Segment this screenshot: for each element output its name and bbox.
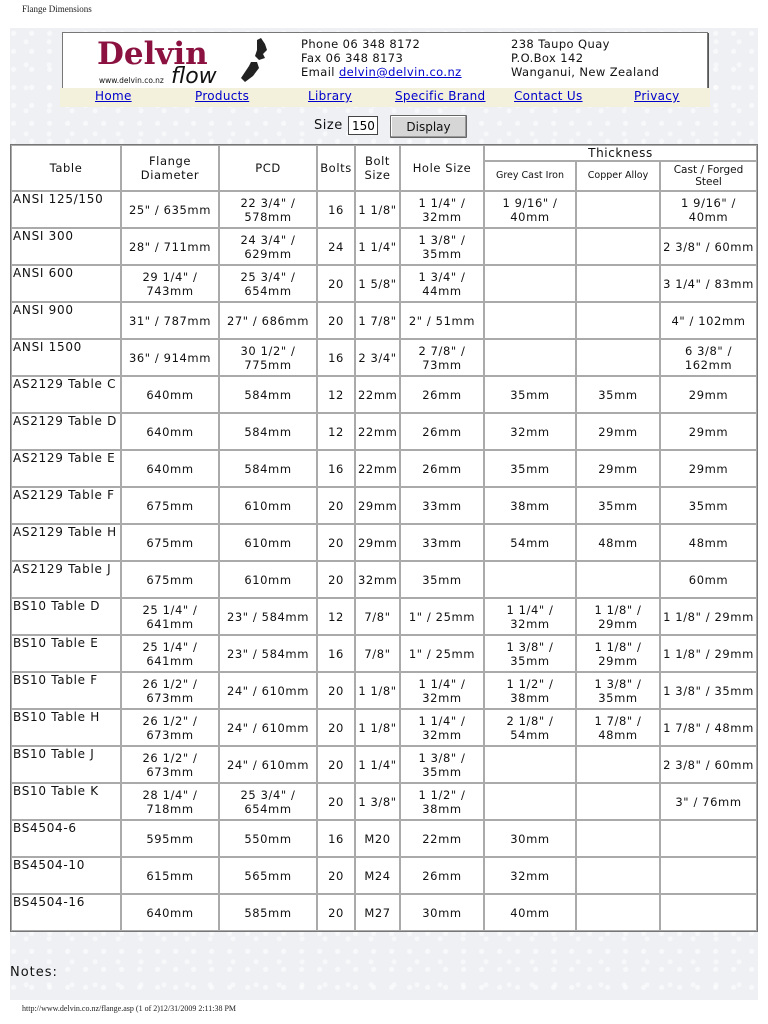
- cell-hole-size: 1 1/4" / 32mm: [400, 672, 484, 709]
- cell-bolt-size: 1 1/8": [355, 709, 400, 746]
- cell-flange-diameter: 595mm: [121, 820, 219, 857]
- cell-bolts: 24: [317, 228, 355, 265]
- table-row: [11, 598, 757, 635]
- cell-pcd: 24" / 610mm: [219, 709, 317, 746]
- cell-copper-alloy: [576, 265, 660, 302]
- table-row: [11, 561, 757, 598]
- cell-bolts: 12: [317, 598, 355, 635]
- cell-grey-cast-iron: [484, 228, 576, 265]
- print-header-title: Flange Dimensions: [22, 4, 92, 14]
- cell-table-name: AS2129 Table F: [11, 487, 121, 524]
- cell-cast-forged-steel: 2 3/8" / 60mm: [660, 746, 757, 783]
- table-row: [11, 746, 757, 783]
- cell-flange-diameter: 36" / 914mm: [121, 339, 219, 376]
- cell-table-name: AS2129 Table C: [11, 376, 121, 413]
- cell-copper-alloy: 1 1/8" / 29mm: [576, 598, 660, 635]
- cell-bolts: 20: [317, 857, 355, 894]
- table-row: [11, 376, 757, 413]
- cell-hole-size: 26mm: [400, 376, 484, 413]
- cell-bolts: 20: [317, 265, 355, 302]
- cell-table-name: AS2129 Table E: [11, 450, 121, 487]
- cell-hole-size: 2" / 51mm: [400, 302, 484, 339]
- cell-cast-forged-steel: [660, 820, 757, 857]
- cell-hole-size: 22mm: [400, 820, 484, 857]
- address-line-3: Wanganui, New Zealand: [511, 65, 660, 79]
- cell-pcd: 565mm: [219, 857, 317, 894]
- cell-hole-size: 1 1/2" / 38mm: [400, 783, 484, 820]
- cell-pcd: 610mm: [219, 561, 317, 598]
- cell-bolts: 12: [317, 413, 355, 450]
- cell-bolts: 20: [317, 709, 355, 746]
- cell-copper-alloy: 1 3/8" / 35mm: [576, 672, 660, 709]
- logo-url-text: www.delvin.co.nz: [99, 76, 164, 85]
- main-nav: [60, 88, 710, 107]
- cell-cast-forged-steel: [660, 857, 757, 894]
- cell-flange-diameter: 615mm: [121, 857, 219, 894]
- cell-bolt-size: 1 1/8": [355, 672, 400, 709]
- cell-table-name: BS10 Table D: [11, 598, 121, 635]
- cell-copper-alloy: [576, 894, 660, 931]
- cell-table-name: BS4504-6: [11, 820, 121, 857]
- cell-cast-forged-steel: [660, 894, 757, 931]
- cell-copper-alloy: 1 1/8" / 29mm: [576, 635, 660, 672]
- cell-grey-cast-iron: 1 3/8" / 35mm: [484, 635, 576, 672]
- cell-table-name: BS4504-16: [11, 894, 121, 931]
- cell-flange-diameter: 31" / 787mm: [121, 302, 219, 339]
- cell-bolt-size: 32mm: [355, 561, 400, 598]
- cell-bolt-size: 1 1/4": [355, 228, 400, 265]
- fax-number: Fax 06 348 8173: [301, 51, 404, 65]
- cell-copper-alloy: [576, 228, 660, 265]
- cell-pcd: 550mm: [219, 820, 317, 857]
- cell-pcd: 25 3/4" / 654mm: [219, 783, 317, 820]
- cell-flange-diameter: 640mm: [121, 894, 219, 931]
- cell-flange-diameter: 29 1/4" / 743mm: [121, 265, 219, 302]
- cell-copper-alloy: [576, 820, 660, 857]
- cell-bolts: 20: [317, 302, 355, 339]
- phone-number: Phone 06 348 8172: [301, 37, 421, 51]
- cell-table-name: ANSI 600: [11, 265, 121, 302]
- print-footer-url: http://www.delvin.co.nz/flange.asp (1 of 2)12/31/2009 2:11:38 PM: [22, 1004, 237, 1013]
- cell-cast-forged-steel: 2 3/8" / 60mm: [660, 228, 757, 265]
- nav-privacy[interactable]: Privacy: [634, 89, 680, 103]
- cell-pcd: 24" / 610mm: [219, 672, 317, 709]
- cell-cast-forged-steel: 29mm: [660, 376, 757, 413]
- cell-grey-cast-iron: 1 1/2" / 38mm: [484, 672, 576, 709]
- table-row: [11, 672, 757, 709]
- cell-pcd: 23" / 584mm: [219, 598, 317, 635]
- cell-hole-size: 30mm: [400, 894, 484, 931]
- nav-home[interactable]: Home: [95, 89, 132, 103]
- cell-bolts: 20: [317, 487, 355, 524]
- cell-flange-diameter: 675mm: [121, 561, 219, 598]
- cell-table-name: BS10 Table E: [11, 635, 121, 672]
- nav-products[interactable]: Products: [195, 89, 250, 103]
- table-row: [11, 820, 757, 857]
- header-cast-forged-steel: Cast / Forged Steel: [660, 161, 757, 191]
- new-zealand-map-icon: [241, 38, 267, 82]
- cell-pcd: 23" / 584mm: [219, 635, 317, 672]
- cell-grey-cast-iron: [484, 561, 576, 598]
- table-row: [11, 191, 757, 228]
- contact-info: [301, 37, 462, 79]
- cell-flange-diameter: 640mm: [121, 413, 219, 450]
- header-pcd: PCD: [219, 145, 317, 191]
- cell-bolt-size: 22mm: [355, 413, 400, 450]
- cell-cast-forged-steel: 48mm: [660, 524, 757, 561]
- cell-grey-cast-iron: 1 9/16" / 40mm: [484, 191, 576, 228]
- cell-hole-size: 1" / 25mm: [400, 635, 484, 672]
- cell-grey-cast-iron: 32mm: [484, 413, 576, 450]
- logo-wordmark: Delvin: [97, 36, 208, 72]
- cell-table-name: BS10 Table F: [11, 672, 121, 709]
- cell-table-name: BS10 Table K: [11, 783, 121, 820]
- cell-copper-alloy: [576, 746, 660, 783]
- cell-copper-alloy: 29mm: [576, 413, 660, 450]
- cell-table-name: BS4504-10: [11, 857, 121, 894]
- logo-flow-text: flow: [171, 64, 217, 86]
- cell-bolt-size: 1 3/8": [355, 783, 400, 820]
- cell-cast-forged-steel: 3" / 76mm: [660, 783, 757, 820]
- table-row: [11, 265, 757, 302]
- cell-bolt-size: 29mm: [355, 487, 400, 524]
- cell-grey-cast-iron: 35mm: [484, 450, 576, 487]
- cell-bolt-size: 22mm: [355, 376, 400, 413]
- cell-copper-alloy: 35mm: [576, 487, 660, 524]
- table-row: [11, 228, 757, 265]
- email-prefix: Email: [301, 65, 339, 79]
- cell-hole-size: 33mm: [400, 524, 484, 561]
- cell-cast-forged-steel: 4" / 102mm: [660, 302, 757, 339]
- cell-table-name: AS2129 Table H: [11, 524, 121, 561]
- cell-grey-cast-iron: [484, 339, 576, 376]
- cell-copper-alloy: 48mm: [576, 524, 660, 561]
- cell-pcd: 585mm: [219, 894, 317, 931]
- cell-bolt-size: M20: [355, 820, 400, 857]
- cell-grey-cast-iron: 38mm: [484, 487, 576, 524]
- cell-table-name: ANSI 900: [11, 302, 121, 339]
- cell-bolts: 16: [317, 635, 355, 672]
- cell-cast-forged-steel: 29mm: [660, 413, 757, 450]
- cell-hole-size: 26mm: [400, 450, 484, 487]
- nav-contact-us[interactable]: Contact Us: [514, 89, 583, 103]
- cell-bolt-size: 1 1/8": [355, 191, 400, 228]
- header-hole-size: Hole Size: [400, 145, 484, 191]
- cell-bolt-size: 1 5/8": [355, 265, 400, 302]
- cell-copper-alloy: [576, 191, 660, 228]
- cell-flange-diameter: 640mm: [121, 376, 219, 413]
- cell-hole-size: 1 3/8" / 35mm: [400, 228, 484, 265]
- cell-cast-forged-steel: 1 3/8" / 35mm: [660, 672, 757, 709]
- cell-pcd: 610mm: [219, 487, 317, 524]
- cell-bolts: 20: [317, 672, 355, 709]
- cell-grey-cast-iron: [484, 746, 576, 783]
- cell-hole-size: 1 3/4" / 44mm: [400, 265, 484, 302]
- cell-table-name: ANSI 125/150: [11, 191, 121, 228]
- cell-grey-cast-iron: [484, 265, 576, 302]
- flange-dimensions-table: [10, 144, 758, 932]
- cell-bolt-size: 22mm: [355, 450, 400, 487]
- delvin-flow-logo[interactable]: [95, 36, 295, 86]
- cell-flange-diameter: 28" / 711mm: [121, 228, 219, 265]
- header-table: Table: [11, 145, 121, 191]
- cell-copper-alloy: 29mm: [576, 450, 660, 487]
- cell-grey-cast-iron: [484, 302, 576, 339]
- cell-flange-diameter: 28 1/4" / 718mm: [121, 783, 219, 820]
- header-thickness: Thickness: [484, 145, 757, 161]
- table-body: [11, 191, 757, 931]
- cell-table-name: AS2129 Table J: [11, 561, 121, 598]
- cell-table-name: BS10 Table J: [11, 746, 121, 783]
- cell-copper-alloy: [576, 857, 660, 894]
- cell-hole-size: 1 1/4" / 32mm: [400, 709, 484, 746]
- cell-bolts: 20: [317, 783, 355, 820]
- cell-grey-cast-iron: 2 1/8" / 54mm: [484, 709, 576, 746]
- cell-grey-cast-iron: 30mm: [484, 820, 576, 857]
- cell-bolt-size: M27: [355, 894, 400, 931]
- table-row: [11, 709, 757, 746]
- cell-pcd: 24" / 610mm: [219, 746, 317, 783]
- cell-cast-forged-steel: 1 1/8" / 29mm: [660, 598, 757, 635]
- table-row: [11, 857, 757, 894]
- cell-copper-alloy: [576, 561, 660, 598]
- cell-hole-size: 1 3/8" / 35mm: [400, 746, 484, 783]
- cell-pcd: 25 3/4" / 654mm: [219, 265, 317, 302]
- header-bolts: Bolts: [317, 145, 355, 191]
- cell-bolts: 20: [317, 524, 355, 561]
- cell-grey-cast-iron: 35mm: [484, 376, 576, 413]
- cell-copper-alloy: 35mm: [576, 376, 660, 413]
- notes-label: Notes:: [10, 965, 58, 980]
- cell-grey-cast-iron: 40mm: [484, 894, 576, 931]
- cell-hole-size: 1" / 25mm: [400, 598, 484, 635]
- cell-bolts: 20: [317, 746, 355, 783]
- cell-grey-cast-iron: 1 1/4" / 32mm: [484, 598, 576, 635]
- cell-grey-cast-iron: 32mm: [484, 857, 576, 894]
- cell-bolt-size: 7/8": [355, 598, 400, 635]
- cell-pcd: 584mm: [219, 376, 317, 413]
- cell-cast-forged-steel: 3 1/4" / 83mm: [660, 265, 757, 302]
- cell-hole-size: 1 1/4" / 32mm: [400, 191, 484, 228]
- cell-copper-alloy: 1 7/8" / 48mm: [576, 709, 660, 746]
- table-row: [11, 302, 757, 339]
- table-row: [11, 450, 757, 487]
- header-flange-diameter: Flange Diameter: [121, 145, 219, 191]
- cell-bolt-size: 1 7/8": [355, 302, 400, 339]
- table-row: [11, 524, 757, 561]
- cell-flange-diameter: 675mm: [121, 487, 219, 524]
- table-row: [11, 487, 757, 524]
- nav-library[interactable]: Library: [308, 89, 353, 103]
- table-row: [11, 413, 757, 450]
- cell-flange-diameter: 26 1/2" / 673mm: [121, 746, 219, 783]
- cell-bolt-size: 1 1/4": [355, 746, 400, 783]
- header-bolt-size: Bolt Size: [355, 145, 400, 191]
- display-button[interactable]: Display: [390, 115, 467, 138]
- cell-bolt-size: 7/8": [355, 635, 400, 672]
- cell-hole-size: 2 7/8" / 73mm: [400, 339, 484, 376]
- cell-pcd: 610mm: [219, 524, 317, 561]
- cell-bolts: 16: [317, 339, 355, 376]
- cell-cast-forged-steel: 1 7/8" / 48mm: [660, 709, 757, 746]
- cell-pcd: 27" / 686mm: [219, 302, 317, 339]
- cell-cast-forged-steel: 1 9/16" / 40mm: [660, 191, 757, 228]
- cell-hole-size: 35mm: [400, 561, 484, 598]
- header-grey-cast-iron: Grey Cast Iron: [484, 161, 576, 191]
- email-link[interactable]: delvin@delvin.co.nz: [338, 65, 462, 79]
- cell-table-name: ANSI 1500: [11, 339, 121, 376]
- cell-bolts: 20: [317, 894, 355, 931]
- nav-specific-brand[interactable]: Specific Brand: [395, 89, 486, 103]
- table-row: [11, 635, 757, 672]
- cell-cast-forged-steel: 35mm: [660, 487, 757, 524]
- cell-bolts: 16: [317, 191, 355, 228]
- table-row: [11, 339, 757, 376]
- cell-bolts: 12: [317, 376, 355, 413]
- cell-cast-forged-steel: 29mm: [660, 450, 757, 487]
- cell-pcd: 30 1/2" / 775mm: [219, 339, 317, 376]
- cell-pcd: 584mm: [219, 413, 317, 450]
- cell-pcd: 584mm: [219, 450, 317, 487]
- cell-hole-size: 26mm: [400, 413, 484, 450]
- cell-cast-forged-steel: 60mm: [660, 561, 757, 598]
- header-copper-alloy: Copper Alloy: [576, 161, 660, 191]
- cell-flange-diameter: 26 1/2" / 673mm: [121, 672, 219, 709]
- cell-flange-diameter: 26 1/2" / 673mm: [121, 709, 219, 746]
- cell-flange-diameter: 675mm: [121, 524, 219, 561]
- address-line-2: P.O.Box 142: [511, 51, 584, 65]
- cell-bolts: 20: [317, 561, 355, 598]
- size-label: Size: [314, 118, 343, 133]
- table-row: [11, 894, 757, 931]
- site-header: [62, 32, 708, 89]
- cell-table-name: AS2129 Table D: [11, 413, 121, 450]
- address-line-1: 238 Taupo Quay: [511, 37, 610, 51]
- cell-copper-alloy: [576, 783, 660, 820]
- cell-grey-cast-iron: 54mm: [484, 524, 576, 561]
- size-input[interactable]: [348, 116, 378, 135]
- cell-copper-alloy: [576, 339, 660, 376]
- cell-flange-diameter: 640mm: [121, 450, 219, 487]
- cell-bolt-size: 2 3/4": [355, 339, 400, 376]
- cell-grey-cast-iron: [484, 783, 576, 820]
- cell-bolt-size: 29mm: [355, 524, 400, 561]
- cell-cast-forged-steel: 6 3/8" / 162mm: [660, 339, 757, 376]
- address-info: [511, 37, 659, 79]
- cell-pcd: 22 3/4" / 578mm: [219, 191, 317, 228]
- cell-pcd: 24 3/4" / 629mm: [219, 228, 317, 265]
- cell-hole-size: 33mm: [400, 487, 484, 524]
- cell-bolts: 16: [317, 450, 355, 487]
- cell-flange-diameter: 25 1/4" / 641mm: [121, 598, 219, 635]
- cell-hole-size: 26mm: [400, 857, 484, 894]
- cell-table-name: BS10 Table H: [11, 709, 121, 746]
- table-row: [11, 783, 757, 820]
- cell-flange-diameter: 25" / 635mm: [121, 191, 219, 228]
- email-line: [301, 65, 462, 79]
- cell-copper-alloy: [576, 302, 660, 339]
- cell-table-name: ANSI 300: [11, 228, 121, 265]
- cell-cast-forged-steel: 1 1/8" / 29mm: [660, 635, 757, 672]
- cell-bolt-size: M24: [355, 857, 400, 894]
- cell-flange-diameter: 25 1/4" / 641mm: [121, 635, 219, 672]
- cell-bolts: 16: [317, 820, 355, 857]
